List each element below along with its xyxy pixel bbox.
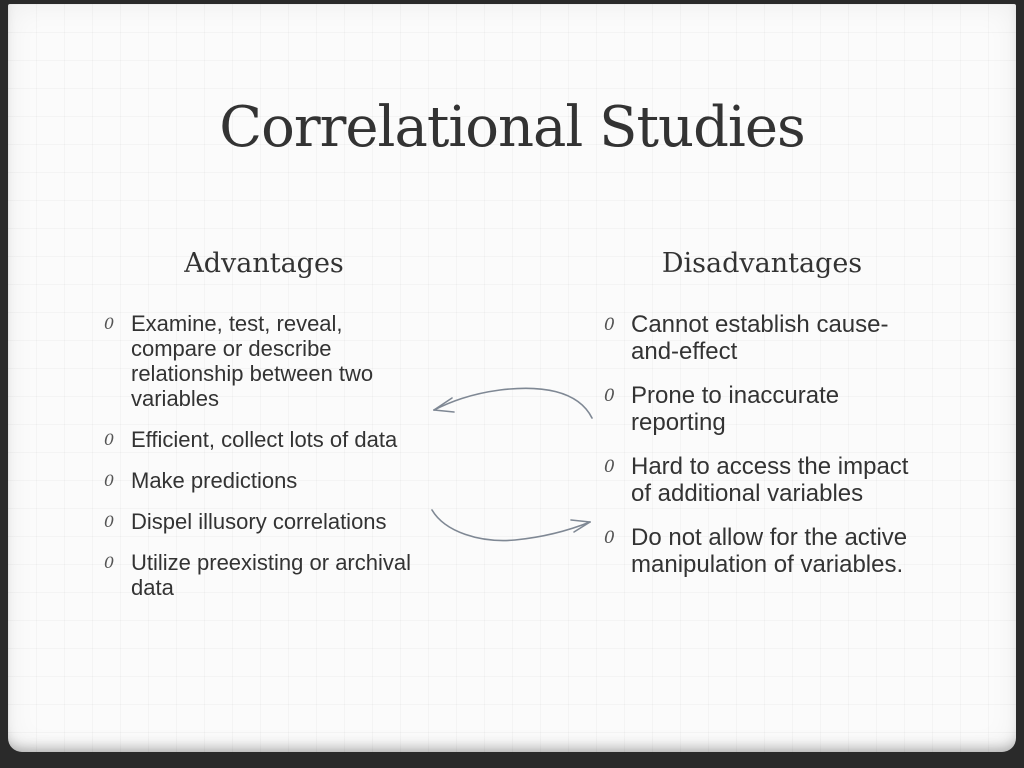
advantage-text: Make predictions (131, 468, 298, 493)
bullet-marker: 0 (104, 314, 115, 333)
advantage-text: Examine, test, reveal, compare or describe relationship between two variables (131, 311, 374, 411)
disadvantages-heading: Disadvantages (661, 248, 863, 279)
curved-arrow-right-icon (432, 510, 590, 540)
bullet-marker: 0 (104, 471, 115, 490)
bullet-marker: 0 (604, 315, 615, 335)
bullet-marker: 0 (104, 512, 115, 531)
advantage-text: Utilize preexisting or archival data (131, 550, 411, 600)
bullet-marker: 0 (104, 553, 115, 572)
advantage-text: Efficient, collect lots of data (131, 427, 398, 452)
disadvantage-text: Cannot establish cause-and-effect (631, 311, 889, 365)
bullet-marker: 0 (604, 528, 615, 548)
curved-arrow-left-icon (434, 388, 592, 418)
bullet-marker: 0 (604, 386, 615, 406)
disadvantage-text: Prone to inaccurate reporting (631, 382, 840, 436)
advantage-text: Dispel illusory correlations (131, 509, 387, 534)
advantages-heading: Advantages (184, 248, 344, 279)
bullet-marker: 0 (604, 457, 615, 477)
disadvantage-text: Hard to access the impact of additional variables (631, 453, 909, 507)
bullet-marker: 0 (104, 430, 115, 449)
slide-title: Correlational Studies (219, 95, 805, 160)
disadvantage-text: Do not allow for the active manipulation of variables. (631, 524, 908, 578)
